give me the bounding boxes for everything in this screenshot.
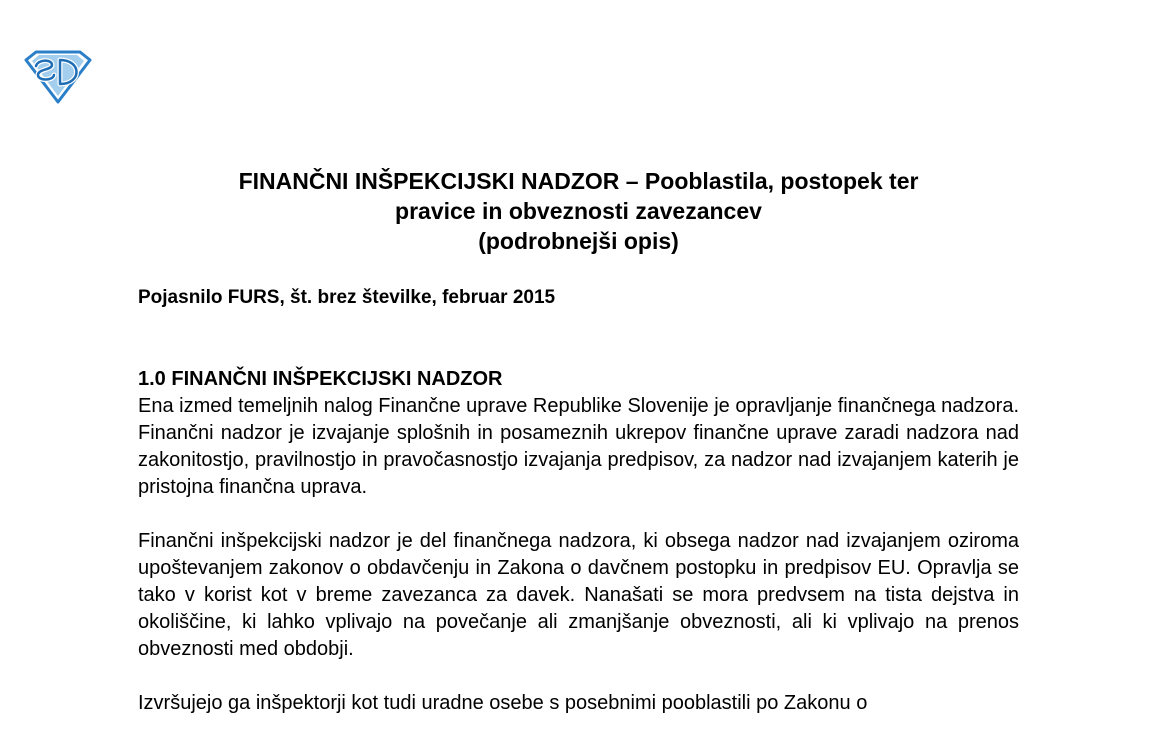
paragraph-1: Ena izmed temeljnih nalog Finančne uprave Republike Slovenije je opravljanje finančnega nadzora. Finančni nadzor je izvajanje splošnih in posameznih ukrepov finančne uprave zaradi nadzora nad zakonitostjo, pravilnostjo in pravočasnostjo izvajanja predpisov, za nadzor nad izvajanjem katerih je pristojna finančna uprava.: [138, 395, 1019, 498]
title-line-2: pravice in obveznosti zavezancev: [395, 198, 762, 224]
document-title: [120, 166, 1037, 256]
logo-shield-icon: [22, 50, 94, 104]
document-body: [138, 366, 1019, 744]
title-line-3: (podrobnejši opis): [478, 228, 679, 254]
fu-shield-logo: [22, 50, 94, 104]
document-subtitle: Pojasnilo FURS, št. brez številke, februar 2015: [138, 287, 556, 308]
section-heading: 1.0 FINANČNI INŠPEKCIJSKI NADZOR: [138, 368, 503, 390]
title-line-1: FINANČNI INŠPEKCIJSKI NADZOR – Pooblastila, postopek ter: [238, 168, 919, 194]
paragraph-3: Izvršujejo ga inšpektorji kot tudi uradne osebe s posebnimi pooblastili po Zakonu o: [138, 692, 868, 714]
paragraph-2: Finančni inšpekcijski nadzor je del finančnega nadzora, ki obsega nadzor nad izvajanjem oziroma upoštevanjem zakonov o obdavčenju in Zakona o davčnem postopku in predpisov EU. Opravlja se tako v korist kot v breme zavezanca za davek. Nanašati se mora predvsem na tista dejstva in okoliščine, ki lahko vplivajo na povečanje ali zmanjšanje obveznosti, ali ki vplivajo na prenos obveznosti med obdobji.: [138, 530, 1019, 660]
